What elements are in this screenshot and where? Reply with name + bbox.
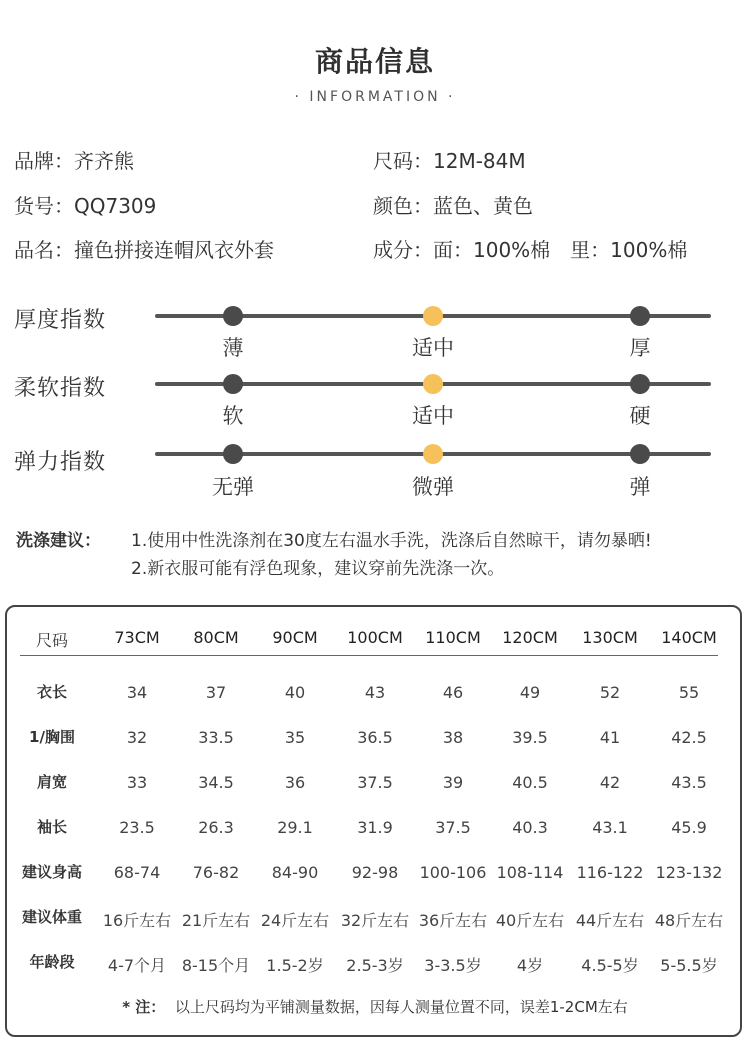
elasticity-level-3: 弹	[629, 475, 651, 499]
table-cell: 68-74	[113, 863, 161, 882]
size-col-2: 80CM	[193, 628, 239, 647]
table-cell: 35	[284, 728, 306, 747]
size-note-text: 以上尺码均为平铺测量数据，因每人测量位置不同，误差1-2CM左右	[174, 998, 628, 1016]
table-cell: 92-98	[351, 863, 399, 882]
thickness-level-2: 适中	[412, 336, 454, 360]
table-cell: 36	[284, 773, 306, 792]
table-cell: 23.5	[119, 818, 155, 837]
table-cell: 37	[205, 683, 227, 702]
table-cell: 34.5	[198, 773, 234, 792]
table-cell: 37.5	[357, 773, 393, 792]
size-col-8: 140CM	[661, 628, 717, 647]
size-note-prefix: * 注：	[122, 998, 166, 1016]
thickness-level-3: 厚	[629, 336, 651, 360]
table-cell: 26.3	[198, 818, 234, 837]
table-cell: 4-7个月	[107, 956, 167, 975]
softness-dot-2	[423, 374, 443, 394]
thickness-index-label: 厚度指数	[14, 308, 107, 333]
row-label: 建议身高	[21, 863, 82, 881]
table-cell: 38	[442, 728, 464, 747]
page-subtitle: · INFORMATION ·	[294, 89, 456, 105]
size-note	[0, 996, 750, 1017]
table-cell: 43.1	[592, 818, 628, 837]
table-cell: 40	[284, 683, 306, 702]
table-cell: 43	[364, 683, 386, 702]
wash-advice-label: 洗涤建议：	[16, 531, 101, 551]
table-cell: 41	[599, 728, 621, 747]
table-cell: 108-114	[496, 863, 564, 882]
table-cell: 40.3	[512, 818, 548, 837]
table-cell: 40.5	[512, 773, 548, 792]
size-col-4: 100CM	[347, 628, 403, 647]
table-cell: 21斤左右	[181, 911, 251, 930]
table-cell: 24斤左右	[260, 911, 330, 930]
table-cell: 40斤左右	[495, 911, 565, 930]
row-label: 肩宽	[36, 773, 67, 791]
softness-dot-1	[223, 374, 243, 394]
row-label: 衣长	[36, 683, 67, 701]
table-cell: 76-82	[192, 863, 240, 882]
table-cell: 32	[126, 728, 148, 747]
size-col-3: 90CM	[272, 628, 318, 647]
table-cell: 4.5-5岁	[581, 956, 639, 975]
size-col-1: 73CM	[114, 628, 160, 647]
table-cell: 16斤左右	[102, 911, 172, 930]
size-col-5: 110CM	[425, 628, 481, 647]
table-cell: 3-3.5岁	[424, 956, 482, 975]
size-col-7: 130CM	[582, 628, 638, 647]
table-cell: 36斤左右	[418, 911, 488, 930]
table-cell: 39	[442, 773, 464, 792]
elasticity-level-2: 微弹	[412, 475, 454, 499]
table-cell: 42.5	[671, 728, 707, 747]
table-cell: 43.5	[671, 773, 707, 792]
table-cell: 48斤左右	[654, 911, 724, 930]
table-cell: 32斤左右	[340, 911, 410, 930]
product-name-info: 品名：撞色拼接连帽风衣外套	[14, 238, 274, 262]
softness-level-2: 适中	[412, 404, 454, 428]
table-cell: 44斤左右	[575, 911, 645, 930]
table-cell: 39.5	[512, 728, 548, 747]
table-cell: 55	[678, 683, 700, 702]
table-cell: 31.9	[357, 818, 393, 837]
table-cell: 1.5-2岁	[266, 956, 324, 975]
softness-dot-3	[630, 374, 650, 394]
item-number-info: 货号：QQ7309	[14, 194, 157, 218]
table-cell: 123-132	[655, 863, 723, 882]
table-cell: 34	[126, 683, 148, 702]
page-title: 商品信息	[314, 45, 435, 78]
elasticity-index-label: 弹力指数	[14, 450, 107, 475]
row-label: 建议体重	[21, 908, 82, 926]
table-cell: 36.5	[357, 728, 393, 747]
softness-level-1: 软	[222, 404, 244, 428]
elasticity-dot-2	[423, 444, 443, 464]
table-cell: 52	[599, 683, 621, 702]
table-cell: 116-122	[576, 863, 644, 882]
wash-advice-line-1: 1.使用中性洗涤剂在30度左右温水手洗，洗涤后自然晾干，请勿暴晒!	[131, 531, 652, 551]
table-cell: 84-90	[271, 863, 319, 882]
thickness-dot-2	[423, 306, 443, 326]
table-cell: 33.5	[198, 728, 234, 747]
row-label: 年龄段	[29, 953, 75, 971]
elasticity-dot-3	[630, 444, 650, 464]
table-cell: 5-5.5岁	[660, 956, 718, 975]
size-table-header-divider	[20, 655, 718, 656]
row-label: 1/胸围	[29, 728, 75, 746]
table-cell: 4岁	[516, 956, 544, 975]
brand-info: 品牌：齐齐熊	[14, 149, 134, 173]
elasticity-dot-1	[223, 444, 243, 464]
color-info: 颜色：蓝色、黄色	[373, 194, 533, 218]
material-info: 成分：面：100%棉 里：100%棉	[373, 238, 688, 262]
elasticity-level-1: 无弹	[212, 475, 254, 499]
softness-index-label: 柔软指数	[14, 376, 107, 401]
table-cell: 100-106	[419, 863, 487, 882]
table-cell: 49	[519, 683, 541, 702]
size-range-info: 尺码：12M-84M	[373, 149, 526, 173]
table-cell: 8-15个月	[181, 956, 251, 975]
thickness-dot-3	[630, 306, 650, 326]
table-cell: 42	[599, 773, 621, 792]
row-label: 袖长	[36, 818, 67, 836]
size-header-label: 尺码	[35, 631, 68, 650]
wash-advice-line-2: 2.新衣服可能有浮色现象，建议穿前先洗涤一次。	[131, 559, 505, 579]
table-cell: 2.5-3岁	[346, 956, 404, 975]
thickness-level-1: 薄	[222, 336, 244, 360]
table-cell: 45.9	[671, 818, 707, 837]
softness-level-3: 硬	[629, 404, 651, 428]
thickness-dot-1	[223, 306, 243, 326]
table-cell: 37.5	[435, 818, 471, 837]
table-cell: 33	[126, 773, 148, 792]
table-cell: 46	[442, 683, 464, 702]
size-col-6: 120CM	[502, 628, 558, 647]
table-cell: 29.1	[277, 818, 313, 837]
